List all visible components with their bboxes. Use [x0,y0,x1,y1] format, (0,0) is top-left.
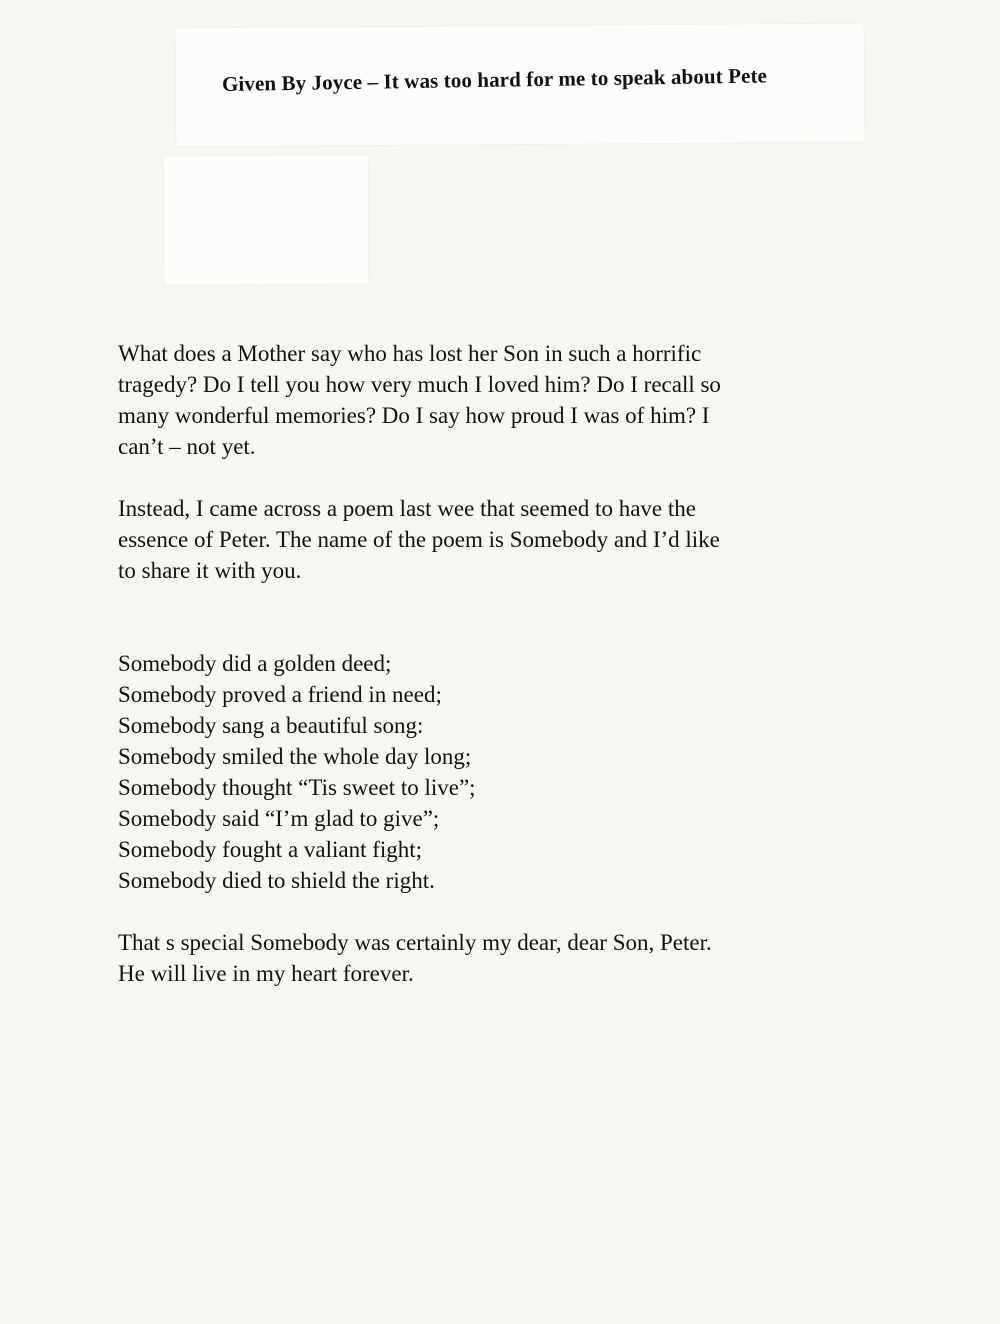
poem-line: Somebody proved a friend in need; [118,682,442,707]
text-line: essence of Peter. The name of the poem is Somebody and I’d like [118,527,720,552]
text-line: many wonderful memories? Do I say how proud I was of him? I [118,403,710,428]
letter-body [118,338,878,989]
blank-paper-patch [164,155,369,284]
poem-line: Somebody fought a valiant fight; [118,837,423,862]
paragraph-closing [118,927,878,989]
paragraph-opening [118,338,878,462]
poem-line: Somebody said “I’m glad to give”; [118,806,440,831]
poem-line: Somebody smiled the whole day long; [118,744,472,769]
text-line: to share it with you. [118,558,302,583]
text-line: What does a Mother say who has lost her Son in such a horrific [118,341,702,366]
text-line: Instead, I came across a poem last wee that seemed to have the [118,496,696,521]
poem-line: Somebody thought “Tis sweet to live”; [118,775,476,800]
text-line: can’t – not yet. [118,434,256,459]
text-line: That s special Somebody was certainly my dear, dear Son, Peter. [118,930,712,955]
poem-line: Somebody died to shield the right. [118,868,435,893]
text-line: He will live in my heart forever. [118,961,414,986]
header-note: Given By Joyce – It was too hard for me to speak about Pete [221,63,768,96]
poem-somebody [118,648,878,896]
text-line: tragedy? Do I tell you how very much I loved him? Do I recall so [118,372,721,397]
poem-line: Somebody did a golden deed; [118,651,392,676]
poem-line: Somebody sang a beautiful song: [118,713,424,738]
paragraph-poem-intro [118,493,878,586]
